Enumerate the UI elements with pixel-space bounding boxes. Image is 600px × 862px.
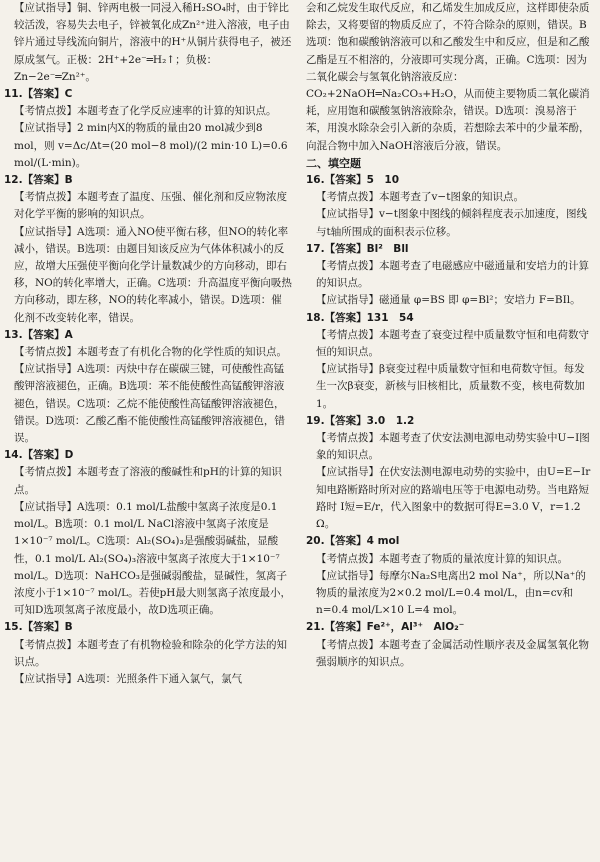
explanation-paragraph: 【考情点拨】本题考查了电磁感应中磁通量和安培力的计算的知识点。 [316, 260, 589, 290]
answer-line [306, 413, 594, 430]
explanation-paragraph: 【应试指导】在伏安法测电源电动势的实验中，由U=E−Ir知电路断路时所对应的路端电压等于电源电动势。当电路短路时 I短=E/r，代入图象中的数据可得E=3.0 V，r=1.2 Ω。 [316, 466, 591, 531]
explanation-paragraph: 【应试指导】v−t图象中图线的倾斜程度表示加速度，图线与t轴所围成的面积表示位移。 [316, 208, 587, 238]
answer-text: 【答案】5 10 [324, 174, 400, 187]
explanation-paragraph: 【考情点拨】本题考查了伏安法测电源电动势实验中U−I图象的知识点。 [316, 432, 590, 462]
explanation-paragraph: 【应试指导】A选项：光照条件下通入氯气，氯气 [14, 672, 243, 685]
answer-line [4, 619, 292, 636]
explanation-paragraph: 【应试指导】每摩尔Na₂S电离出2 mol Na⁺，所以Na⁺的物质的量浓度为2×0.2 mol/L=0.4 mol/L，由n=cv和n=0.4 mol/L×10 L=4 mol。 [316, 569, 586, 617]
answer-line [4, 447, 292, 464]
question-number: 18. [306, 311, 325, 324]
answer-text: 【答案】B [22, 621, 73, 634]
explanation-paragraph: 【应试指导】A选项：通入NO使平衡右移，但NO的转化率减小，错误。B选项：由题目知该反应为气体体积减小的反应，故增大压强使平衡向化学计量数减少的方向移动，即右移，NO的转化率增大，正确。C选项：升高温度平衡向吸热方向移动，即左移，NO的转化率减小，错误。D选项：催化剂不改变转化率，错误。 [14, 225, 292, 324]
question-number: 21. [306, 621, 325, 634]
explanation-paragraph: 【应试指导】2 min内X的物质的量由20 mol减少到8 mol，则 v=Δc/Δt=(20 mol−8 mol)/(2 min·10 L)=0.6 mol/(L·min)。 [14, 122, 288, 169]
explanation-paragraph: 【应试指导】铜、锌两电极一同浸入稀H₂SO₄时，由于锌比较活泼，容易失去电子，锌被氧化成Zn²⁺进入溶液，电子由锌片通过导线流向铜片，溶液中的H⁺从铜片获得电子，被还原成氢气。正极：2H⁺+2e⁻═H₂↑；负极：Zn−2e⁻═Zn²⁺。 [14, 2, 292, 83]
explanation-paragraph: 【应试指导】磁通量 φ=BS 即 φ=Bl²；安培力 F=BIl。 [316, 294, 581, 307]
answer-line [306, 619, 594, 636]
answer-line [306, 172, 594, 189]
answer-line [306, 310, 594, 327]
answer-line [306, 241, 594, 258]
explanation-paragraph: 【考情点拨】本题考查了有机物检验和除杂的化学方法的知识点。 [14, 638, 287, 668]
answer-text: 【答案】Bl² Bll [324, 242, 409, 255]
answer-text: 【答案】131 54 [324, 311, 414, 324]
question-number: 14. [4, 449, 23, 462]
section-heading: 二、填空题 [306, 156, 361, 170]
answer-line [4, 86, 292, 103]
explanation-paragraph: 【考情点拨】本题考查了有机化合物的化学性质的知识点。 [14, 346, 287, 359]
explanation-paragraph: 【考情点拨】本题考查了v−t图象的知识点。 [316, 191, 524, 204]
answer-text: 【答案】4 mol [324, 535, 400, 548]
question-number: 16. [306, 174, 325, 187]
question-number: 12. [4, 174, 23, 187]
question-number: 19. [306, 414, 325, 427]
explanation-paragraph: 【考情点拨】本题考查了衰变过程中质量数守恒和电荷数守恒的知识点。 [316, 328, 589, 359]
question-number: 17. [306, 242, 325, 255]
explanation-paragraph: 【应试指导】A选项：0.1 mol/L盐酸中氢离子浓度是0.1 mol/L。B选项：0.1 mol/L NaCl溶液中氢离子浓度是1×10⁻⁷ mol/L。C选项：Al₂(SO₄)₃是强酸弱碱盐，显酸性，0.1 mol/L Al₂(SO₄)₃溶液中氢离子浓度大于1×10⁻⁷ mol/L。D选项：NaHCO₃是强碱弱酸盐，显碱性，氢离子浓度小于1×10⁻⁷ mol/L。若使pH最大则氢离子浓度最小，可知D选项氢离子浓度最小，故D选项正确。 [14, 500, 291, 617]
answer-text: 【答案】D [22, 449, 74, 462]
continued-text: 会和乙烷发生取代反应，和乙烯发生加成反应，这样即使杂质除去，又将要留的物质反应了，不符合除杂的原则，错误。B选项：饱和碳酸钠溶液可以和乙酸发生中和反应，但是和乙酸乙酯是互不相溶的，分液即可实现分离，正确。C选项：因为二氧化碳会与氢氧化钠溶液反应：CO₂+2NaOH═Na₂CO₃+H₂O，从而使主要物质二氧化碳消耗，应用饱和碳酸氢钠溶液除杂，错误。D选项：溴易溶于苯，用溴水除杂会引入新的杂质，若想除去苯中的少量苯酚，向混合物中加入NaOH溶液后分液，错误。 [306, 2, 590, 152]
question-number: 15. [4, 621, 23, 634]
explanation-paragraph: 【考情点拨】本题考查了溶液的酸碱性和pH的计算的知识点。 [14, 466, 282, 496]
answer-line [306, 533, 594, 550]
right-column [306, 0, 594, 671]
answer-line [4, 327, 292, 344]
answer-text: 【答案】Fe²⁺，Al³⁺ AlO₂⁻ [324, 621, 465, 634]
explanation-paragraph: 【应试指导】β衰变过程中质量数守恒和电荷数守恒。每发生一次β衰变，新核与旧核相比，质量数不变，核电荷数加1。 [316, 363, 585, 410]
left-column [4, 0, 292, 688]
explanation-paragraph: 【考情点拨】本题考查了化学反应速率的计算的知识点。 [14, 105, 277, 118]
answer-line [4, 172, 292, 189]
explanation-paragraph: 【考情点拨】本题考查了温度、压强、催化剂和反应物浓度对化学平衡的影响的知识点。 [14, 191, 287, 221]
explanation-paragraph: 【考情点拨】本题考查了物质的量浓度计算的知识点。 [316, 552, 568, 565]
explanation-paragraph: 【考情点拨】本题考查了金属活动性顺序表及金属氢氧化物强弱顺序的知识点。 [316, 638, 589, 668]
question-number: 13. [4, 328, 23, 341]
question-number: 20. [306, 535, 325, 548]
answer-text: 【答案】A [22, 328, 73, 341]
answer-text: 【答案】B [22, 174, 73, 187]
question-number: 11. [4, 88, 23, 101]
answer-text: 【答案】C [22, 88, 73, 101]
explanation-paragraph: 【应试指导】A选项：丙炔中存在碳碳三键，可使酸性高锰酸钾溶液褪色，正确。B选项：苯不能使酸性高锰酸钾溶液褪色，错误。C选项：乙烷不能使酸性高锰酸钾溶液褪色，错误。D选项：乙酸乙酯不能使酸性高锰酸钾溶液褪色，错误。 [14, 363, 285, 445]
answer-text: 【答案】3.0 1.2 [324, 414, 415, 427]
